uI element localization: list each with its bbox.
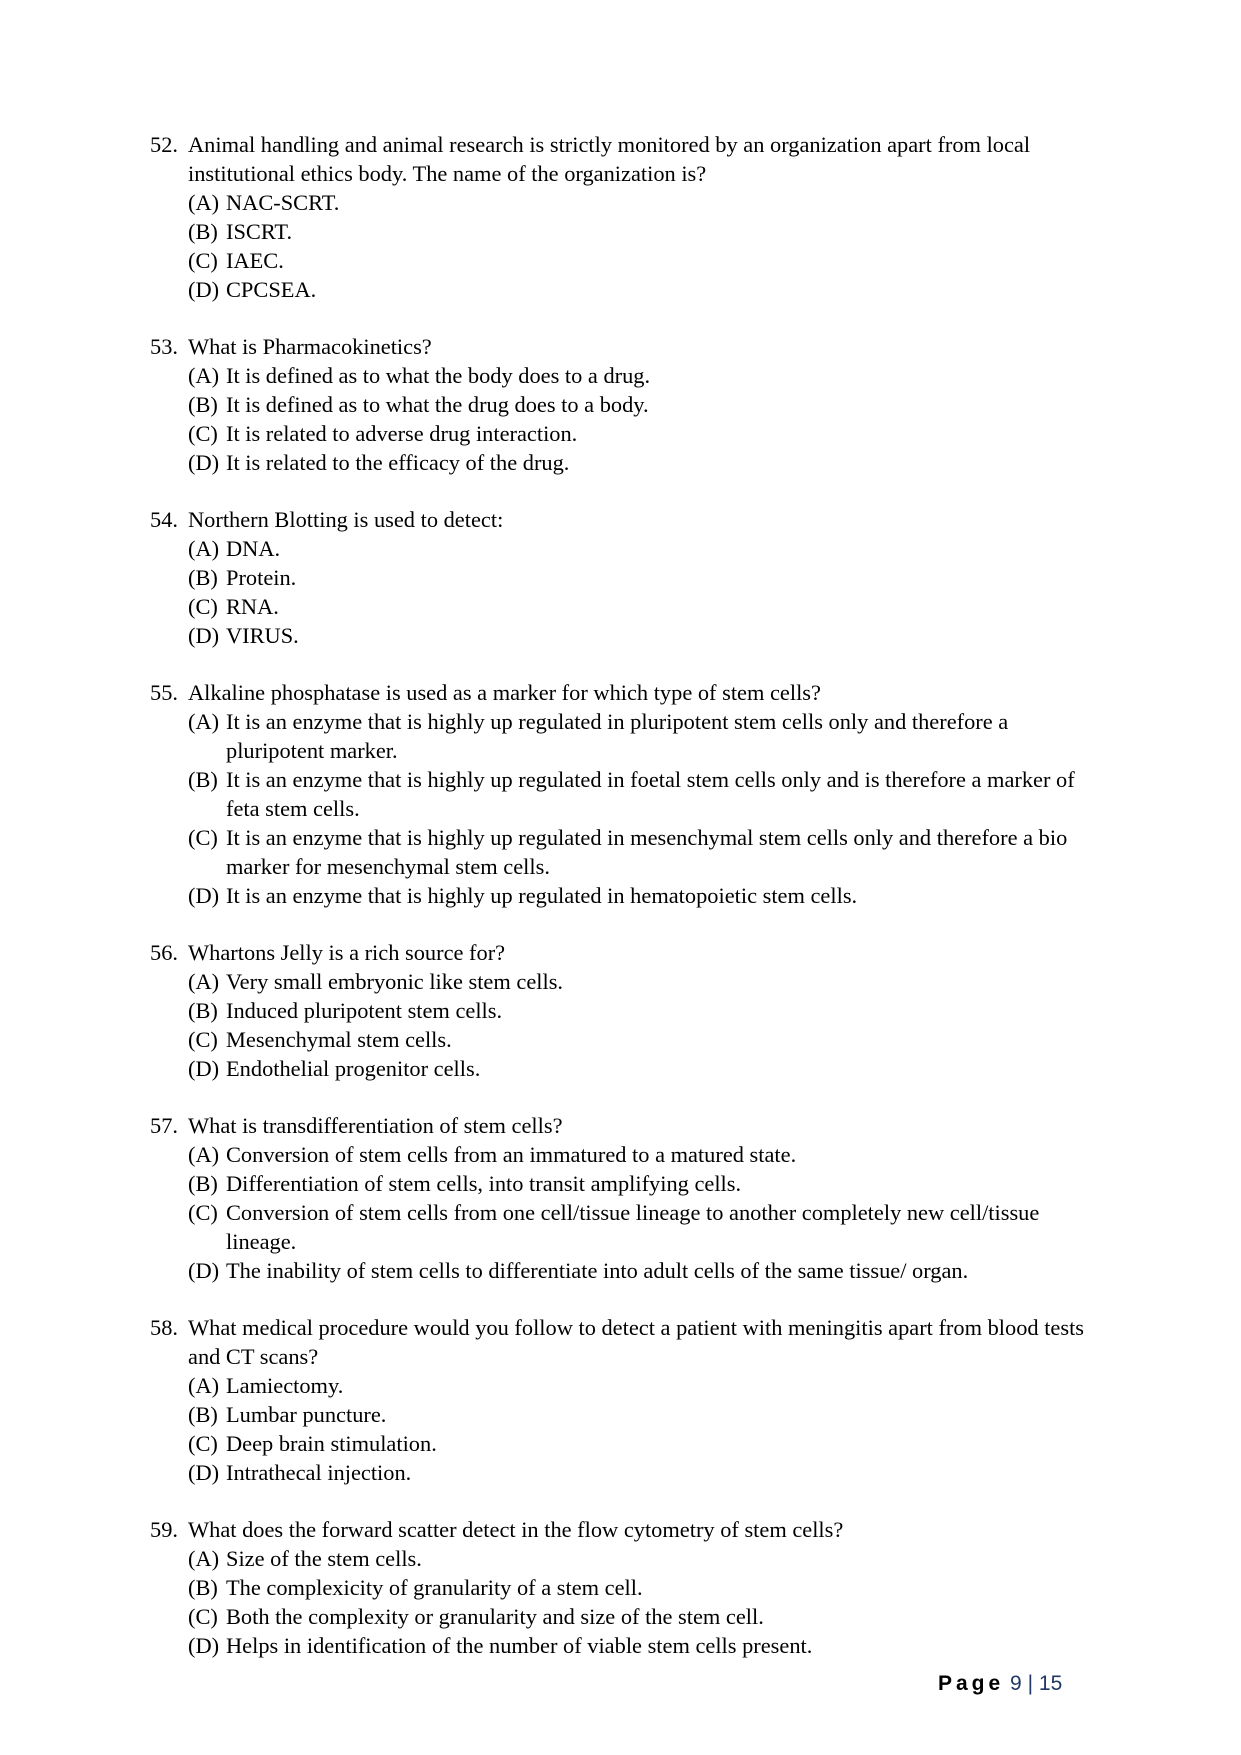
answer-option bbox=[188, 1458, 1110, 1487]
option-text: DNA. bbox=[226, 536, 281, 561]
option-letter: (D) bbox=[188, 1056, 220, 1081]
option-text: It is related to the efficacy of the drug. bbox=[226, 450, 570, 475]
question-header bbox=[150, 1313, 1110, 1371]
answer-option bbox=[188, 1025, 1110, 1054]
option-text: Differentiation of stem cells, into transit amplifying cells. bbox=[226, 1171, 742, 1196]
answer-option bbox=[188, 1169, 1110, 1198]
option-text: It is defined as to what the drug does to a body. bbox=[226, 392, 649, 417]
question-list bbox=[150, 130, 1110, 1688]
question-number: 57. bbox=[150, 1113, 178, 1138]
question-header bbox=[150, 130, 1110, 188]
question-text: What is transdifferentiation of stem cells? bbox=[188, 1113, 563, 1138]
answer-option bbox=[188, 419, 1110, 448]
option-text: Both the complexity or granularity and size of the stem cell. bbox=[226, 1604, 764, 1629]
option-list bbox=[150, 361, 1110, 477]
answer-option bbox=[188, 1198, 1110, 1256]
option-letter: (A) bbox=[188, 536, 220, 561]
question-header bbox=[150, 678, 1110, 707]
option-letter: (B) bbox=[188, 1171, 218, 1196]
question-text: Alkaline phosphatase is used as a marker for which type of stem cells? bbox=[188, 680, 821, 705]
question bbox=[150, 130, 1110, 304]
answer-option bbox=[188, 1256, 1110, 1285]
option-text: Lumbar puncture. bbox=[226, 1402, 387, 1427]
option-letter: (C) bbox=[188, 594, 218, 619]
option-text: Deep brain stimulation. bbox=[226, 1431, 437, 1456]
answer-option bbox=[188, 1400, 1110, 1429]
answer-option bbox=[188, 563, 1110, 592]
option-letter: (D) bbox=[188, 1460, 220, 1485]
option-letter: (A) bbox=[188, 969, 220, 994]
option-list bbox=[150, 188, 1110, 304]
question-header bbox=[150, 1111, 1110, 1140]
question-text: Animal handling and animal research is strictly monitored by an organization apart from local institutional ethics body. The name of the organization is? bbox=[188, 132, 1031, 186]
option-letter: (C) bbox=[188, 248, 218, 273]
question-text: Northern Blotting is used to detect: bbox=[188, 507, 504, 532]
answer-option bbox=[188, 1631, 1110, 1660]
answer-option bbox=[188, 534, 1110, 563]
option-letter: (A) bbox=[188, 1546, 220, 1571]
option-list bbox=[150, 1371, 1110, 1487]
page-footer bbox=[938, 1672, 1062, 1696]
question bbox=[150, 938, 1110, 1083]
answer-option bbox=[188, 246, 1110, 275]
answer-option bbox=[188, 188, 1110, 217]
question bbox=[150, 505, 1110, 650]
answer-option bbox=[188, 592, 1110, 621]
answer-option bbox=[188, 1054, 1110, 1083]
answer-option bbox=[188, 1544, 1110, 1573]
question bbox=[150, 332, 1110, 477]
option-text: It is related to adverse drug interaction. bbox=[226, 421, 578, 446]
question-header bbox=[150, 332, 1110, 361]
page-current: 9 bbox=[1010, 1672, 1022, 1695]
option-text: The inability of stem cells to differentiate into adult cells of the same tissue/ organ. bbox=[226, 1258, 969, 1283]
answer-option bbox=[188, 967, 1110, 996]
answer-option bbox=[188, 1429, 1110, 1458]
answer-option bbox=[188, 361, 1110, 390]
option-letter: (B) bbox=[188, 565, 218, 590]
question-number: 52. bbox=[150, 132, 178, 157]
option-letter: (B) bbox=[188, 1575, 218, 1600]
question-number: 59. bbox=[150, 1517, 178, 1542]
option-letter: (B) bbox=[188, 767, 218, 792]
option-letter: (B) bbox=[188, 219, 218, 244]
option-letter: (C) bbox=[188, 1431, 218, 1456]
option-text: VIRUS. bbox=[226, 623, 299, 648]
option-list bbox=[150, 1544, 1110, 1660]
option-list bbox=[150, 534, 1110, 650]
question-header bbox=[150, 1515, 1110, 1544]
option-letter: (B) bbox=[188, 998, 218, 1023]
question-number: 53. bbox=[150, 334, 178, 359]
question-text: What is Pharmacokinetics? bbox=[188, 334, 432, 359]
question bbox=[150, 1313, 1110, 1487]
option-text: Very small embryonic like stem cells. bbox=[226, 969, 564, 994]
option-text: It is defined as to what the body does to a drug. bbox=[226, 363, 651, 388]
question bbox=[150, 678, 1110, 910]
answer-option bbox=[188, 1602, 1110, 1631]
answer-option bbox=[188, 621, 1110, 650]
option-text: Conversion of stem cells from an immatured to a matured state. bbox=[226, 1142, 797, 1167]
option-text: RNA. bbox=[226, 594, 279, 619]
option-text: It is an enzyme that is highly up regulated in pluripotent stem cells only and therefore a pluripotent marker. bbox=[226, 709, 1009, 763]
option-letter: (C) bbox=[188, 1200, 218, 1225]
option-letter: (C) bbox=[188, 421, 218, 446]
question-text: What medical procedure would you follow to detect a patient with meningitis apart from blood tests and CT scans? bbox=[188, 1315, 1085, 1369]
option-letter: (A) bbox=[188, 190, 220, 215]
option-letter: (B) bbox=[188, 392, 218, 417]
answer-option bbox=[188, 217, 1110, 246]
option-text: NAC-SCRT. bbox=[226, 190, 340, 215]
option-text: IAEC. bbox=[226, 248, 284, 273]
option-letter: (C) bbox=[188, 1027, 218, 1052]
question-number: 55. bbox=[150, 680, 178, 705]
question-number: 56. bbox=[150, 940, 178, 965]
option-text: Induced pluripotent stem cells. bbox=[226, 998, 503, 1023]
option-text: Lamiectomy. bbox=[226, 1373, 344, 1398]
option-letter: (D) bbox=[188, 883, 220, 908]
answer-option bbox=[188, 448, 1110, 477]
option-letter: (A) bbox=[188, 363, 220, 388]
page-total: 15 bbox=[1038, 1672, 1063, 1695]
option-letter: (B) bbox=[188, 1402, 218, 1427]
option-text: It is an enzyme that is highly up regulated in mesenchymal stem cells only and therefore a bio marker for mesenchymal stem cells. bbox=[226, 825, 1068, 879]
option-letter: (C) bbox=[188, 1604, 218, 1629]
question-number: 54. bbox=[150, 507, 178, 532]
option-letter: (D) bbox=[188, 1258, 220, 1283]
option-text: It is an enzyme that is highly up regulated in foetal stem cells only and is therefore a marker of feta stem cells. bbox=[226, 767, 1075, 821]
page-separator: | bbox=[1027, 1672, 1034, 1695]
option-text: Protein. bbox=[226, 565, 297, 590]
answer-option bbox=[188, 996, 1110, 1025]
option-letter: (D) bbox=[188, 277, 220, 302]
option-text: Helps in identification of the number of viable stem cells present. bbox=[226, 1633, 813, 1658]
option-text: ISCRT. bbox=[226, 219, 293, 244]
option-text: Conversion of stem cells from one cell/tissue lineage to another completely new cell/tissue lineage. bbox=[226, 1200, 1040, 1254]
option-letter: (D) bbox=[188, 1633, 220, 1658]
option-letter: (D) bbox=[188, 450, 220, 475]
question bbox=[150, 1515, 1110, 1660]
question bbox=[150, 1111, 1110, 1285]
option-text: Endothelial progenitor cells. bbox=[226, 1056, 481, 1081]
option-text: The complexicity of granularity of a stem cell. bbox=[226, 1575, 643, 1600]
answer-option bbox=[188, 1573, 1110, 1602]
option-letter: (A) bbox=[188, 1373, 220, 1398]
option-text: Size of the stem cells. bbox=[226, 1546, 422, 1571]
page-label: Page bbox=[938, 1672, 1005, 1695]
answer-option bbox=[188, 707, 1110, 765]
option-text: It is an enzyme that is highly up regulated in hematopoietic stem cells. bbox=[226, 883, 858, 908]
question-number: 58. bbox=[150, 1315, 178, 1340]
answer-option bbox=[188, 275, 1110, 304]
option-text: Mesenchymal stem cells. bbox=[226, 1027, 452, 1052]
answer-option bbox=[188, 390, 1110, 419]
answer-option bbox=[188, 1371, 1110, 1400]
answer-option bbox=[188, 1140, 1110, 1169]
answer-option bbox=[188, 765, 1110, 823]
option-letter: (C) bbox=[188, 825, 218, 850]
option-list bbox=[150, 1140, 1110, 1285]
question-header bbox=[150, 938, 1110, 967]
option-text: CPCSEA. bbox=[226, 277, 317, 302]
option-letter: (D) bbox=[188, 623, 220, 648]
question-header bbox=[150, 505, 1110, 534]
option-list bbox=[150, 967, 1110, 1083]
answer-option bbox=[188, 881, 1110, 910]
option-letter: (A) bbox=[188, 1142, 220, 1167]
answer-option bbox=[188, 823, 1110, 881]
option-list bbox=[150, 707, 1110, 910]
option-letter: (A) bbox=[188, 709, 220, 734]
question-text: What does the forward scatter detect in the flow cytometry of stem cells? bbox=[188, 1517, 844, 1542]
question-text: Whartons Jelly is a rich source for? bbox=[188, 940, 506, 965]
option-text: Intrathecal injection. bbox=[226, 1460, 412, 1485]
